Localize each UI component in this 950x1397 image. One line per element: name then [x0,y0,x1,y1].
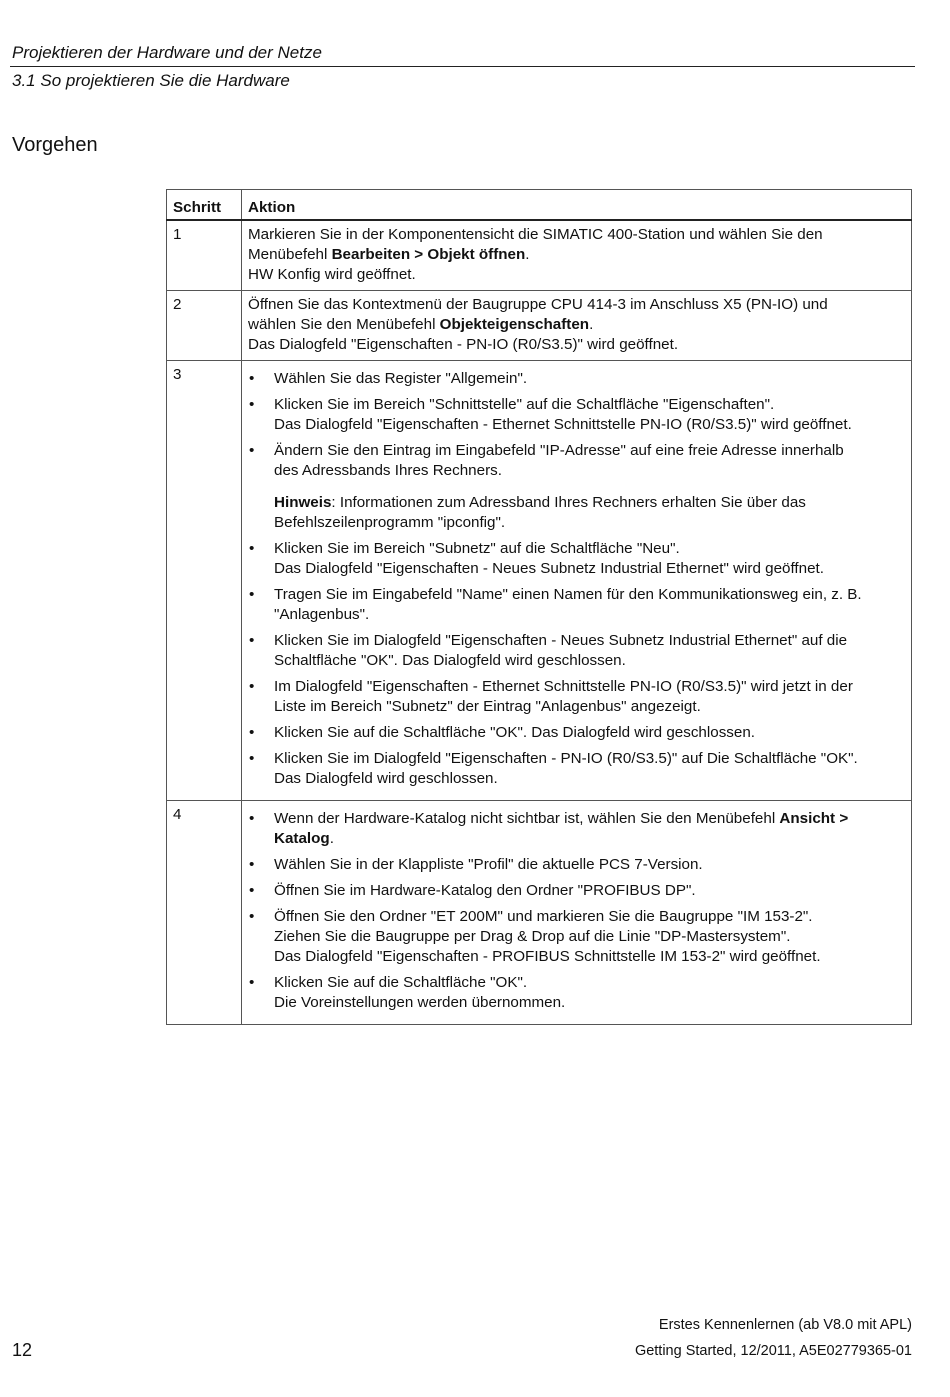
list-item: • Wählen Sie das Register "Allgemein". [249,370,528,387]
step-number: 1 [167,220,242,291]
bullet-icon: • [249,678,255,695]
list-item: • Öffnen Sie den Ordner "ET 200M" und markieren Sie die Baugruppe "IM 153-2". Ziehen Sie die Baugruppe per Drag & Drop auf die Linie "DP-Mastersystem". Das Dialogfeld "Eigenschaften - PROFIBUS Schnittstelle IM 153-2" wird geöffnet. [249,908,821,965]
action-cell [242,361,912,801]
bullet-icon: • [249,724,255,741]
note-label: Hinweis [274,494,332,511]
page-number: 12 [12,1340,33,1360]
table-row [167,801,912,1025]
bullet-list [248,369,905,481]
list-item: • Klicken Sie im Dialogfeld "Eigenschaften - PN-IO (R0/S3.5)" auf Die Schaltfläche "OK". Das Dialogfeld wird geschlossen. [249,750,858,787]
step-number: 4 [167,801,242,1025]
column-header-action: Aktion [242,190,912,221]
list-item: • Klicken Sie im Bereich "Subnetz" auf die Schaltfläche "Neu". Das Dialogfeld "Eigenschaften - Neues Subnetz Industrial Ethernet" wird geöffnet. [249,540,824,577]
list-item: • Klicken Sie auf die Schaltfläche "OK". Die Voreinstellungen werden übernommen. [249,974,566,1011]
table-row [167,361,912,801]
bullet-icon: • [249,632,255,649]
list-item: • Klicken Sie im Bereich "Schnittstelle" auf die Schaltfläche "Eigenschaften". Das Dialogfeld "Eigenschaften - Ethernet Schnittstelle PN-IO (R0/S3.5)" wird geöffnet. [249,396,852,433]
menu-command: Bearbeiten > Objekt öffnen [331,246,526,263]
list-item: • Tragen Sie im Eingabefeld "Name" einen Namen für den Kommunikationsweg ein, z. B. "Anlagenbus". [249,586,862,623]
bullet-icon: • [249,750,255,767]
bullet-icon: • [249,586,255,603]
procedure-table [166,189,912,1025]
action-result: HW Konfig wird geöffnet. [248,266,416,283]
bullet-icon: • [249,856,255,873]
section-title: Vorgehen [12,134,98,156]
bullet-list [248,809,905,1013]
bullet-icon: • [249,370,255,387]
menu-command: Ansicht > [779,810,849,827]
menu-command: Katalog [274,830,330,847]
action-cell [242,220,912,291]
list-item: • Öffnen Sie im Hardware-Katalog den Ordner "PROFIBUS DP". [249,882,696,899]
bullet-icon: • [249,908,255,925]
running-header-chapter: Projektieren der Hardware und der Netze [12,43,322,62]
bullet-icon: • [249,540,255,557]
bullet-list [248,539,905,789]
action-cell [242,291,912,361]
bullet-icon: • [249,882,255,899]
column-header-step: Schritt [167,190,242,221]
table-header-row [167,190,912,221]
list-item: • Klicken Sie im Dialogfeld "Eigenschaften - Neues Subnetz Industrial Ethernet" auf die Schaltfläche "OK". Das Dialogfeld wird geschlossen. [249,632,848,669]
bullet-icon: • [249,810,255,827]
action-text: Markieren Sie in der Komponentensicht die SIMATIC 400-Station und wählen Sie den [248,226,823,243]
bullet-icon: • [249,396,255,413]
note-block: Hinweis: Informationen zum Adressband Ihres Rechners erhalten Sie über das Befehlszeilenprogramm "ipconfig". [274,494,806,531]
action-cell [242,801,912,1025]
running-header-section: 3.1 So projektieren Sie die Hardware [12,71,290,90]
table-row [167,220,912,291]
action-text: wählen Sie den Menübefehl Objekteigenschaften. [248,316,594,333]
action-result: Das Dialogfeld "Eigenschaften - PN-IO (R0/S3.5)" wird geöffnet. [248,336,679,353]
action-text: Öffnen Sie das Kontextmenü der Baugruppe CPU 414-3 im Anschluss X5 (PN-IO) und [248,296,828,313]
header-rule [10,66,915,67]
table-row [167,291,912,361]
bullet-icon: • [249,442,255,459]
list-item: • Wählen Sie in der Klappliste "Profil" die aktuelle PCS 7-Version. [249,856,703,873]
footer-document-id: Getting Started, 12/2011, A5E02779365-01 [634,1343,912,1359]
step-number: 2 [167,291,242,361]
list-item: • Ändern Sie den Eintrag im Eingabefeld "IP-Adresse" auf eine freie Adresse innerhalb des Adressbands Ihres Rechners. [249,442,844,479]
menu-command: Objekteigenschaften [439,316,590,333]
list-item: • Im Dialogfeld "Eigenschaften - Ethernet Schnittstelle PN-IO (R0/S3.5)" wird jetzt in der Liste im Bereich "Subnetz" der Eintrag "Anlagenbus" angezeigt. [249,678,853,715]
step-number: 3 [167,361,242,801]
bullet-icon: • [249,974,255,991]
list-item: • Klicken Sie auf die Schaltfläche "OK". Das Dialogfeld wird geschlossen. [249,724,755,741]
footer-document-title: Erstes Kennenlernen (ab V8.0 mit APL) [658,1317,912,1333]
action-text: Menübefehl Bearbeiten > Objekt öffnen. [248,246,530,263]
list-item: • Wenn der Hardware-Katalog nicht sichtbar ist, wählen Sie den Menübefehl Ansicht > Katalog. [249,810,849,847]
